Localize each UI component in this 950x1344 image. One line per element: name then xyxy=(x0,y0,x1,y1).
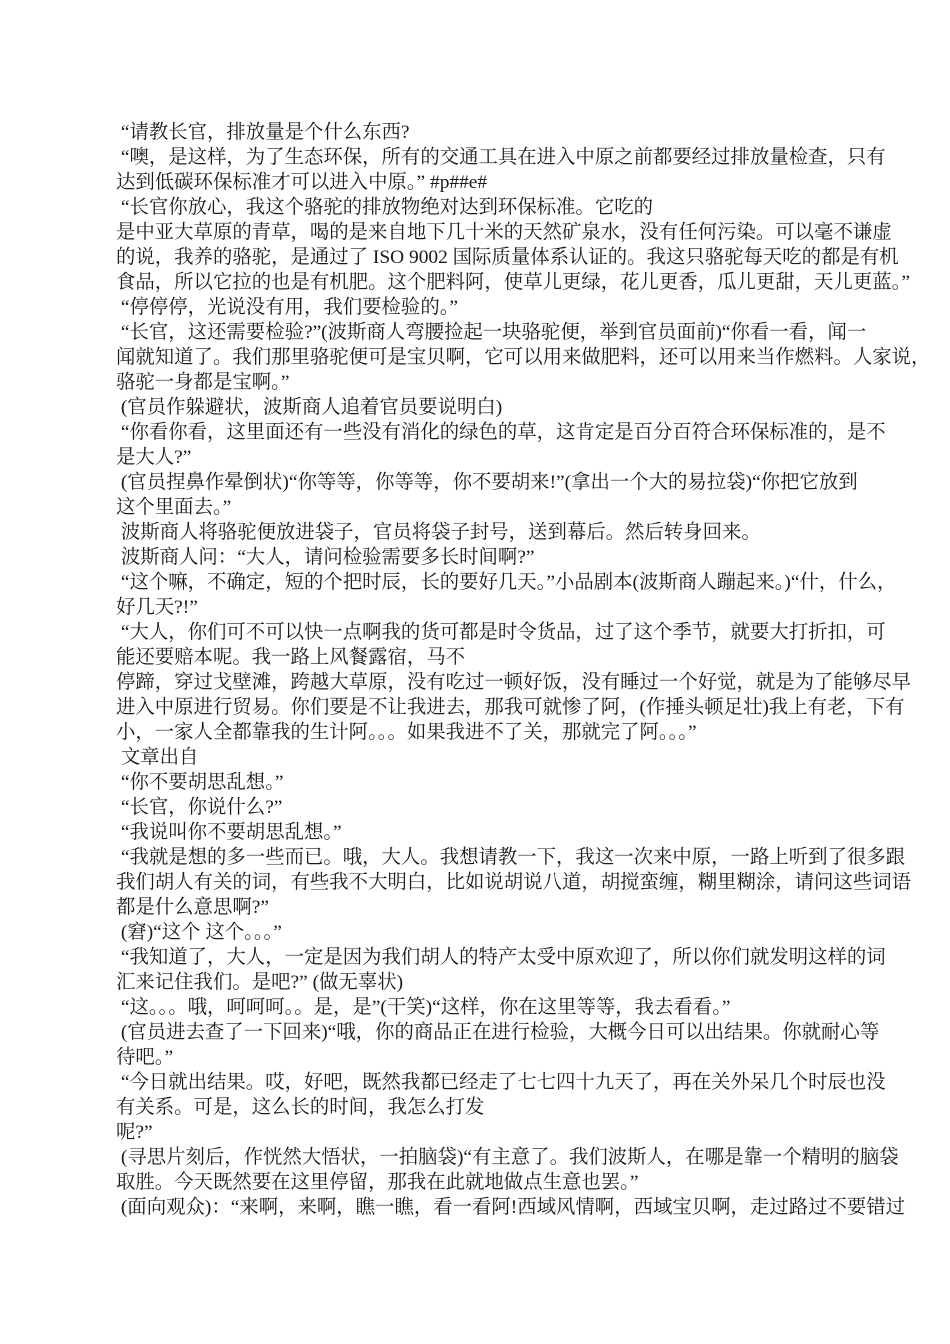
text-line: “停停停，光说没有用，我们要检验的。” xyxy=(116,297,459,318)
document-body xyxy=(116,120,934,1220)
text-line: 小，一家人全都靠我的生计阿。。。如果我进不了关，那就完了阿。。。” xyxy=(116,722,697,743)
text-line: 食品，所以它拉的也是有机肥。这个肥料阿，使草儿更绿，花儿更香，瓜儿更甜，天儿更蓝。” xyxy=(116,272,910,293)
text-line: 是大人?” xyxy=(116,447,192,468)
text-line: 我们胡人有关的词，有些我不大明白，比如说胡说八道，胡搅蛮缠，糊里糊涂，请问这些词语 xyxy=(116,872,912,893)
text-line: “长官，你说什么?” xyxy=(116,797,283,818)
text-line: “我说叫你不要胡思乱想。” xyxy=(116,822,342,843)
text-line: “这。。。哦，呵呵呵。。是，是”(干笑)“这样，你在这里等等，我去看看。” xyxy=(116,997,731,1018)
text-line: “我就是想的多一些而已。哦，大人。我想请教一下，我这一次来中原，一路上听到了很多跟 xyxy=(116,847,906,868)
text-line: (官员作躲避状，波斯商人追着官员要说明白) xyxy=(116,397,503,418)
text-line: (官员进去查了一下回来)“哦，你的商品正在进行检验，大概今日可以出结果。你就耐心等 xyxy=(116,1022,880,1043)
text-line: 波斯商人问：“大人，请问检验需要多长时间啊?” xyxy=(116,547,535,568)
text-line: 达到低碳环保标准才可以进入中原。” #p##e# xyxy=(116,172,488,193)
text-line: “我知道了，大人，一定是因为我们胡人的特产太受中原欢迎了，所以你们就发明这样的词 xyxy=(116,947,886,968)
text-line: 是中亚大草原的青草，喝的是来自地下几十米的天然矿泉水，没有任何污染。可以毫不谦虚 xyxy=(116,222,892,243)
text-line: “请教长官，排放量是个什么东西? xyxy=(116,122,410,143)
text-line: 呢?” xyxy=(116,1122,153,1143)
text-line: 有关系。可是，这么长的时间，我怎么打发 xyxy=(116,1097,485,1118)
text-line: “你不要胡思乱想。” xyxy=(116,772,284,793)
text-line: 骆驼一身都是宝啊。” xyxy=(116,372,290,393)
text-line: (面向观众)：“来啊，来啊，瞧一瞧，看一看阿!西域风情啊，西域宝贝啊，走过路过不要错过 xyxy=(116,1197,906,1218)
text-line: 能还要赔本呢。我一路上风餐露宿，马不 xyxy=(116,647,466,668)
text-line: 闻就知道了。我们那里骆驼便可是宝贝啊，它可以用来做肥料，还可以用来当作燃料。人家说， xyxy=(116,347,931,368)
text-line: 这个里面去。” xyxy=(116,497,232,518)
text-line: 进入中原进行贸易。你们要是不让我进去，那我可就惨了阿，(作捶头顿足壮)我上有老，下有 xyxy=(116,697,905,718)
text-line: 待吧。” xyxy=(116,1047,174,1068)
text-line: “今日就出结果。哎，好吧，既然我都已经走了七七四十九天了，再在关外呆几个时辰也没 xyxy=(116,1072,886,1093)
text-line: “你看你看，这里面还有一些没有消化的绿色的草，这肯定是百分百符合环保标准的，是不 xyxy=(116,422,886,443)
text-line: 都是什么意思啊?” xyxy=(116,897,269,918)
text-line: (官员捏鼻作晕倒状)“你等等，你等等，你不要胡来!”(拿出一个大的易拉袋)“你把它放到 xyxy=(116,472,858,493)
text-line: 好几天?!” xyxy=(116,597,198,618)
text-line: 波斯商人将骆驼便放进袋子，官员将袋子封号，送到幕后。然后转身回来。 xyxy=(116,522,761,543)
text-line: “这个嘛，不确定，短的个把时辰，长的要好几天。”小品剧本(波斯商人蹦起来。)“什，什么， xyxy=(116,572,897,593)
text-line: (窘)“这个 这个。。。” xyxy=(116,922,282,943)
text-line: “长官你放心，我这个骆驼的排放物绝对达到环保标准。它吃的 xyxy=(116,197,653,218)
text-line: 取胜。今天既然要在这里停留，那我在此就地做点生意也罢。” xyxy=(116,1172,639,1193)
text-line: 的说，我养的骆驼，是通过了 ISO 9002 国际质量体系认证的。我这只骆驼每天吃的都是有机 xyxy=(116,247,899,268)
text-line: 停蹄，穿过戈壁滩，跨越大草原，没有吃过一顿好饭，没有睡过一个好觉，就是为了能够尽早 xyxy=(116,672,912,693)
text-line: (寻思片刻后，作恍然大悟状，一拍脑袋)“有主意了。我们波斯人，在哪是靠一个精明的脑袋 xyxy=(116,1147,899,1168)
text-line: 文章出自 xyxy=(116,747,199,768)
text-line: “长官，这还需要检验?”(波斯商人弯腰捡起一块骆驼便，举到官员面前)“你看一看，闻一 xyxy=(116,322,867,343)
text-line: 汇来记住我们。是吧?” (做无辜状) xyxy=(116,972,404,993)
text-line: “噢，是这样，为了生态环保，所有的交通工具在进入中原之前都要经过排放量检查，只有 xyxy=(116,147,886,168)
text-line: “大人，你们可不可以快一点啊我的货可都是时令货品，过了这个季节，就要大打折扣，可 xyxy=(116,622,886,643)
